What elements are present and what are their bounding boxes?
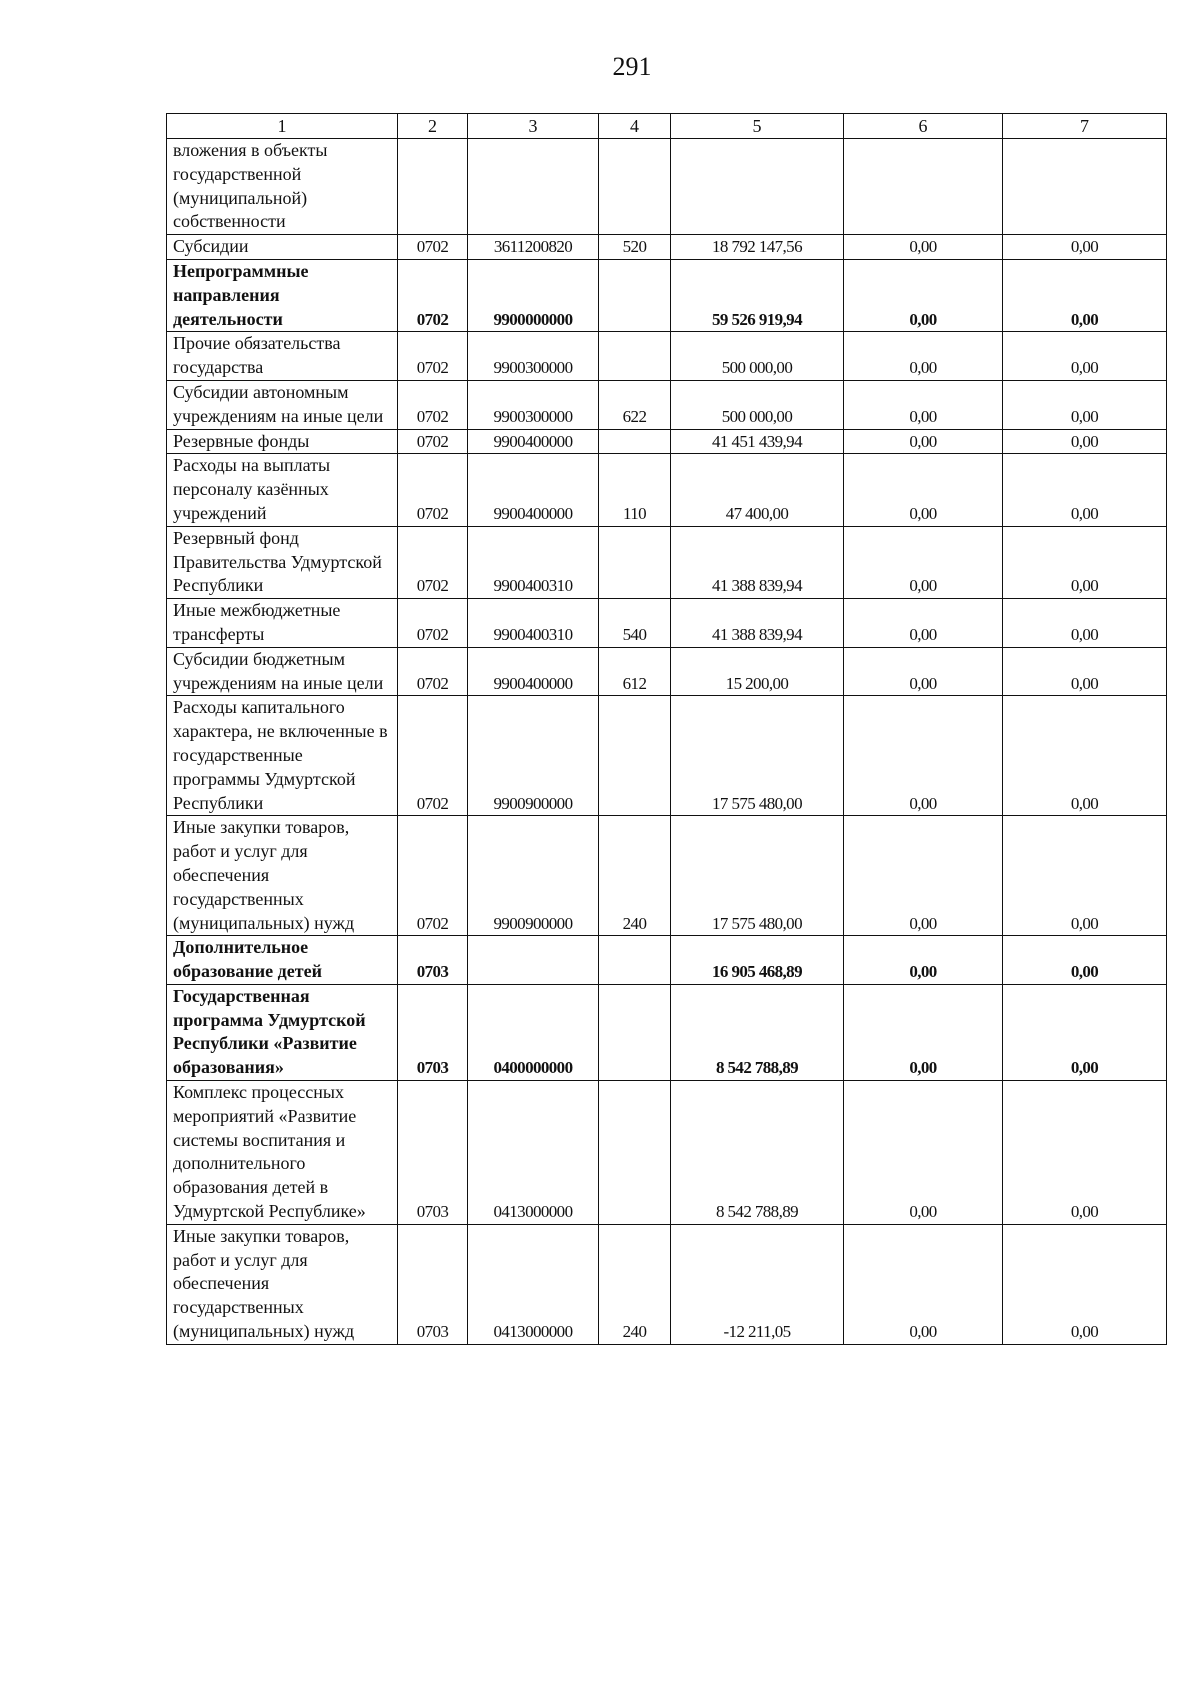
column-7-cell: 0,00 [1003,1224,1167,1344]
column-7-cell: 0,00 [1003,647,1167,696]
column-7-cell: 0,00 [1003,1081,1167,1225]
expense-type-cell: 520 [599,235,671,260]
column-header: 6 [844,114,1003,139]
section-code-cell: 0702 [398,696,468,816]
table-row [167,139,1167,235]
column-7-cell: 0,00 [1003,599,1167,648]
column-6-cell [844,139,1003,235]
row-name-cell: Субсидии [167,235,398,260]
row-name-cell: Непрограммные направления деятельности [167,259,398,331]
column-7-cell: 0,00 [1003,936,1167,985]
target-code-cell: 9900400000 [468,429,599,454]
target-code-cell: 0413000000 [468,1081,599,1225]
section-code-cell: 0702 [398,816,468,936]
amount-cell: 47 400,00 [671,454,844,526]
amount-cell: 500 000,00 [671,332,844,381]
target-code-cell: 9900000000 [468,259,599,331]
amount-cell: 41 388 839,94 [671,599,844,648]
column-header: 1 [167,114,398,139]
row-name-cell: Расходы на выплаты персоналу казённых учреждений [167,454,398,526]
page-number: 291 [612,52,652,81]
column-header: 3 [468,114,599,139]
table-row [167,936,1167,985]
column-6-cell: 0,00 [844,1224,1003,1344]
row-name-cell: Прочие обязательства государства [167,332,398,381]
column-6-cell: 0,00 [844,599,1003,648]
target-code-cell: 9900300000 [468,332,599,381]
expense-type-cell [599,984,671,1080]
section-code-cell: 0702 [398,599,468,648]
column-6-cell: 0,00 [844,454,1003,526]
target-code-cell: 9900900000 [468,696,599,816]
section-code-cell: 0703 [398,1081,468,1225]
row-name-cell: Государственная программа Удмуртской Республики «Развитие образования» [167,984,398,1080]
table-row [167,332,1167,381]
target-code-cell [468,936,599,985]
column-7-cell: 0,00 [1003,380,1167,429]
table-row [167,235,1167,260]
expense-type-cell: 240 [599,816,671,936]
column-7-cell: 0,00 [1003,816,1167,936]
row-name-cell: Комплекс процессных мероприятий «Развитие системы воспитания и дополнительного образования детей в Удмуртской Республике» [167,1081,398,1225]
expense-type-cell [599,696,671,816]
column-6-cell: 0,00 [844,936,1003,985]
row-name-cell: Иные закупки товаров, работ и услуг для обеспечения государственных (муниципальных) нужд [167,816,398,936]
section-code-cell: 0703 [398,936,468,985]
target-code-cell: 9900400000 [468,647,599,696]
amount-cell: 15 200,00 [671,647,844,696]
expense-type-cell: 622 [599,380,671,429]
table-row [167,429,1167,454]
amount-cell: 17 575 480,00 [671,816,844,936]
column-6-cell: 0,00 [844,647,1003,696]
section-code-cell: 0703 [398,984,468,1080]
column-6-cell: 0,00 [844,259,1003,331]
target-code-cell: 9900300000 [468,380,599,429]
expense-type-cell [599,429,671,454]
amount-cell: 18 792 147,56 [671,235,844,260]
row-name-cell: Иные межбюджетные трансферты [167,599,398,648]
section-code-cell: 0702 [398,429,468,454]
expense-type-cell [599,526,671,598]
target-code-cell [468,139,599,235]
column-6-cell: 0,00 [844,696,1003,816]
row-name-cell: Дополнительное образование детей [167,936,398,985]
target-code-cell: 9900400310 [468,599,599,648]
column-header: 7 [1003,114,1167,139]
column-6-cell: 0,00 [844,1081,1003,1225]
table-row [167,647,1167,696]
row-name-cell: Резервные фонды [167,429,398,454]
amount-cell: 41 451 439,94 [671,429,844,454]
expense-type-cell [599,259,671,331]
amount-cell: 41 388 839,94 [671,526,844,598]
section-code-cell: 0702 [398,380,468,429]
expense-type-cell [599,332,671,381]
section-code-cell: 0702 [398,259,468,331]
table-row [167,816,1167,936]
section-code-cell: 0702 [398,332,468,381]
amount-cell: -12 211,05 [671,1224,844,1344]
target-code-cell: 3611200820 [468,235,599,260]
amount-cell: 500 000,00 [671,380,844,429]
row-name-cell: Резервный фонд Правительства Удмуртской Республики [167,526,398,598]
column-6-cell: 0,00 [844,526,1003,598]
table-row [167,1081,1167,1225]
column-7-cell: 0,00 [1003,984,1167,1080]
column-6-cell: 0,00 [844,235,1003,260]
column-7-cell: 0,00 [1003,696,1167,816]
row-name-cell: Субсидии автономным учреждениям на иные цели [167,380,398,429]
amount-cell: 59 526 919,94 [671,259,844,331]
amount-cell: 16 905 468,89 [671,936,844,985]
budget-table [166,113,1167,1345]
expense-type-cell [599,1081,671,1225]
column-header: 4 [599,114,671,139]
column-6-cell: 0,00 [844,332,1003,381]
table-row [167,696,1167,816]
column-7-cell: 0,00 [1003,454,1167,526]
column-header: 5 [671,114,844,139]
section-code-cell [398,139,468,235]
expense-type-cell: 540 [599,599,671,648]
row-name-cell: Расходы капитального характера, не включенные в государственные программы Удмуртской Республики [167,696,398,816]
section-code-cell: 0702 [398,647,468,696]
target-code-cell: 9900400000 [468,454,599,526]
column-7-cell: 0,00 [1003,429,1167,454]
row-name-cell: вложения в объекты государственной (муниципальной) собственности [167,139,398,235]
column-7-cell: 0,00 [1003,259,1167,331]
section-code-cell: 0702 [398,526,468,598]
amount-cell: 17 575 480,00 [671,696,844,816]
table-row [167,599,1167,648]
column-7-cell: 0,00 [1003,235,1167,260]
column-6-cell: 0,00 [844,429,1003,454]
table-row [167,1224,1167,1344]
table-row [167,454,1167,526]
target-code-cell: 0413000000 [468,1224,599,1344]
section-code-cell: 0702 [398,454,468,526]
table-row [167,526,1167,598]
column-6-cell: 0,00 [844,984,1003,1080]
target-code-cell: 9900900000 [468,816,599,936]
expense-type-cell [599,139,671,235]
table-row [167,380,1167,429]
column-6-cell: 0,00 [844,380,1003,429]
column-6-cell: 0,00 [844,816,1003,936]
expense-type-cell: 110 [599,454,671,526]
section-code-cell: 0703 [398,1224,468,1344]
amount-cell: 8 542 788,89 [671,984,844,1080]
row-name-cell: Субсидии бюджетным учреждениям на иные цели [167,647,398,696]
amount-cell: 8 542 788,89 [671,1081,844,1225]
target-code-cell: 0400000000 [468,984,599,1080]
expense-type-cell: 240 [599,1224,671,1344]
section-code-cell: 0702 [398,235,468,260]
table-row [167,984,1167,1080]
column-7-cell: 0,00 [1003,526,1167,598]
row-name-cell: Иные закупки товаров, работ и услуг для обеспечения государственных (муниципальных) нужд [167,1224,398,1344]
table-header-row [167,114,1167,139]
expense-type-cell [599,936,671,985]
amount-cell [671,139,844,235]
column-7-cell: 0,00 [1003,332,1167,381]
target-code-cell: 9900400310 [468,526,599,598]
column-7-cell [1003,139,1167,235]
column-header: 2 [398,114,468,139]
expense-type-cell: 612 [599,647,671,696]
table-row [167,259,1167,331]
